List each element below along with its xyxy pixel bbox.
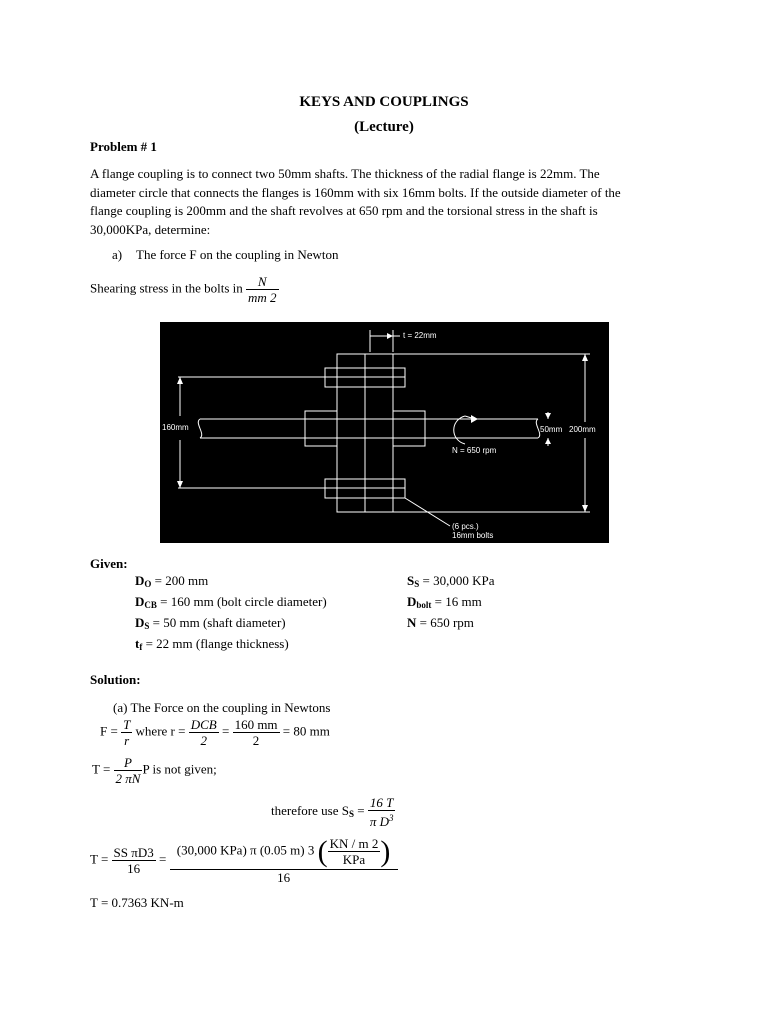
fraction-denominator: 16 [127,861,141,876]
problem-line: A flange coupling is to connect two 50mm shafts. The thickness of the radial flange is 22mm. The [90,166,600,181]
den-exponent: 3 [388,813,394,823]
shear-stress-line [90,274,279,305]
paren-close: ) [380,834,391,868]
eq-sign: = [158,851,167,867]
eq-result: = 80 mm [282,723,330,739]
fraction-numerator: 160 mm [234,717,278,732]
given-subscript: S [144,621,150,631]
item-a-text: The force F on the coupling in Newton [136,247,339,262]
eq-sign: = [353,802,365,818]
equation-force [100,717,330,748]
fraction-denominator: 2 πN [115,771,141,786]
fraction-numerator: T [123,717,131,732]
fraction-16t-over-pid3 [368,795,396,829]
given-value: = 22 mm (flange thickness) [142,636,289,651]
given-item [135,614,327,635]
fraction-unit [328,836,381,867]
eq-where: where r = [135,723,186,739]
given-item [407,614,494,632]
eq-subscript: S [348,808,354,819]
shaft-dim-label: 50mm [540,425,563,434]
given-subscript: f [139,642,143,652]
given-item [135,593,327,614]
problem-line: diameter circle that connects the flanges is 160mm with six 16mm bolts. If the outside diameter of the [90,184,621,200]
eq-text: therefore use S [271,802,349,818]
numerator-expression: (30,000 KPa) π (0.05 m) 3 [176,842,315,858]
shear-unit-fraction [246,274,279,305]
given-label: Given: [90,556,128,571]
fraction-numerator: P [114,755,143,771]
given-subscript: O [144,579,152,589]
solution-part-a: (a) The Force on the coupling in Newtons [113,700,331,715]
given-symbol: S [407,573,415,588]
bolt-callout-line: 16mm bolts [452,531,494,540]
bolt-circle-dim-label: 160mm [162,423,189,432]
eq-lhs: T = [92,761,111,777]
fraction-denominator: mm 2 [248,290,277,305]
fraction-numerator: DCB [190,717,217,732]
eq-lhs: F = [100,723,118,739]
equation-shear [271,795,395,829]
fraction-denominator [368,811,396,829]
given-item [407,593,494,614]
solution-label: Solution: [90,672,141,687]
fraction-sspid3-over-16 [112,845,156,876]
bolt-callout [452,522,493,540]
page-title: KEYS AND COUPLINGS [299,94,469,110]
torque-result: T = 0.7363 KN-m [90,895,184,910]
given-subscript: CB [144,600,157,610]
bolt-callout-line: (6 pcs.) [452,522,479,531]
speed-label: N = 650 rpm [452,446,497,455]
fraction-numerator [170,836,398,870]
equation-torque [92,755,217,786]
given-symbol: t [135,636,140,651]
fraction-denominator: r [124,733,130,748]
fraction-numerator: SS πD3 [113,845,154,860]
equation-torque-value [90,836,398,885]
given-value: = 200 mm [151,573,209,588]
given-symbol: D [135,573,145,588]
fraction-numerator: N [246,274,279,290]
problem-line: flange coupling is 200mm and the shaft revolves at 650 rpm and the torsional stress in the shaft is [90,203,598,218]
page-subtitle: (Lecture) [354,119,414,135]
fraction-t-over-r [121,717,132,748]
given-symbol: D [135,594,145,609]
given-symbol: N [407,615,417,630]
given-symbol: D [135,615,145,630]
shear-text: Shearing stress in the bolts in [90,280,243,296]
given-subscript: S [414,579,420,589]
fraction-160-over-2 [233,717,280,748]
flange-coupling-diagram [160,322,609,543]
outer-dim-label: 200mm [569,425,596,434]
given-item [135,635,327,656]
eq-sign: = [221,723,230,739]
given-symbol: D [407,594,417,609]
given-right-list [407,572,494,632]
problem-statement [90,165,670,239]
fraction-numerator: 16 T [368,795,396,811]
fraction-big [170,836,398,885]
given-item [407,572,494,593]
fraction-p-over-2pin [114,755,143,786]
fraction-denominator: 16 [277,870,291,885]
given-value: = 16 mm [431,594,482,609]
eq-note: P is not given; [142,761,217,777]
fraction-denominator: 2 [200,733,207,748]
fraction-denominator: 2 [252,733,260,748]
given-value: = 650 rpm [416,615,474,630]
problem-label: Problem # 1 [90,139,157,154]
item-a-marker: a) [112,247,123,262]
given-value: = 160 mm (bolt circle diameter) [156,594,327,609]
given-left-list [135,572,327,656]
problem-line: 30,000KPa, determine: [90,221,211,237]
den-text: π D [369,814,389,829]
given-item [135,572,327,593]
fraction-denominator: KPa [342,852,366,867]
flange-thickness-label: t = 22mm [403,331,437,340]
fraction-dcb-over-2 [189,717,219,748]
paren-open: ( [317,834,328,868]
fraction-numerator: KN / m 2 [329,836,379,851]
given-value: = 50 mm (shaft diameter) [149,615,286,630]
given-subscript: bolt [416,600,432,610]
given-value: = 30,000 KPa [419,573,495,588]
eq-lhs: T = [90,851,109,867]
